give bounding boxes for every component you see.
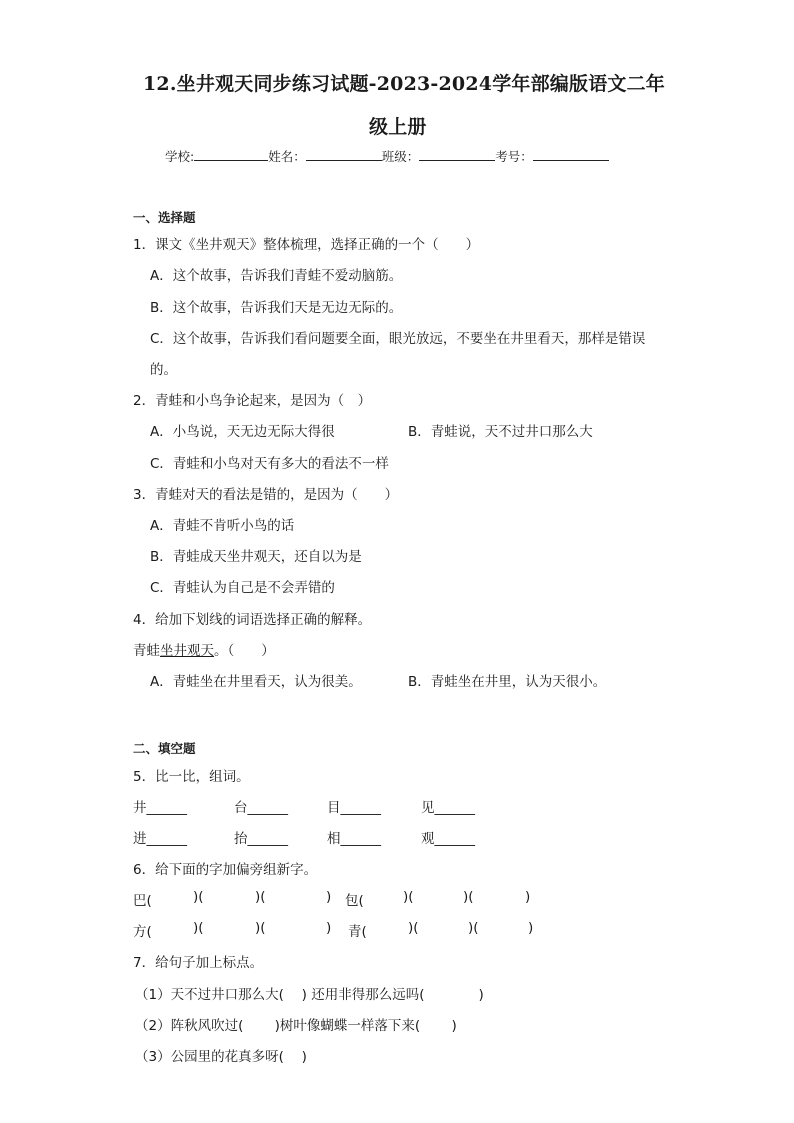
question-4-option-b[interactable]: B．青蛙坐在井里，认为天很小。 [408,674,607,690]
section-heading-fill: 二、填空题 [133,741,196,756]
section-heading-choice: 一、选择题 [133,210,196,225]
question-6-blank[interactable]: ) [525,889,531,905]
class-blank[interactable] [419,146,495,161]
question-2-option-c[interactable]: C．青蛙和小鸟对天有多大的看法不一样 [150,456,389,472]
question-5-item[interactable]: 台______ [234,800,288,816]
question-6-blank[interactable]: )( [255,920,266,936]
question-6-stem: 6．给下面的字加偏旁组新字。 [133,862,318,878]
name-blank[interactable] [306,146,382,161]
school-label: 学校: [165,149,195,164]
question-1-option-b[interactable]: B．这个故事，告诉我们天是无边无际的。 [150,300,403,316]
name-label: 姓名： [268,149,306,164]
question-3-stem: 3．青蛙对天的看法是错的，是因为（ ） [133,487,399,503]
class-label: 班级： [381,149,420,164]
page-title-line1: 12.坐井观天同步练习试题-2023-2024学年部编版语文二年 [143,73,665,95]
question-6-blank[interactable]: )( [255,889,266,905]
question-5-item[interactable]: 抬______ [234,831,288,847]
question-6-blank[interactable]: )( [468,920,479,936]
question-3-option-b[interactable]: B．青蛙成天坐井观天，还自以为是 [150,549,362,565]
question-6-blank[interactable]: )( [193,920,204,936]
question-7-stem: 7．给句子加上标点。 [133,955,264,971]
number-label: 考号： [495,149,533,164]
question-6-char-qing: 青( [348,924,367,940]
question-7-sentence-1[interactable]: （1）天不过井口那么大( ) 还用非得那么远吗( ) [135,987,484,1003]
question-1-option-c[interactable]: C．这个故事，告诉我们看问题要全面，眼光放远，不要坐在井里看天，那样是错误 [150,331,646,347]
question-6-blank[interactable]: )( [408,920,419,936]
student-info-line [165,146,609,165]
question-5-item[interactable]: 见______ [421,800,475,816]
question-6-char-bao: 包( [345,893,364,909]
question-5-item[interactable]: 进______ [133,831,187,847]
question-7-sentence-2[interactable]: （2）阵秋风吹过( )树叶像蝴蝶一样落下来( ) [135,1018,457,1034]
question-5-item[interactable]: 相______ [327,831,381,847]
question-6-char-ba: 巴( [133,893,152,909]
question-6-blank[interactable]: )( [463,889,474,905]
question-4-underlined-word: 坐井观天 [160,643,214,659]
question-5-item[interactable]: 井______ [133,800,187,816]
question-4-sentence-pre: 青蛙 [133,643,160,659]
question-1-stem: 1．课文《坐井观天》整体梳理，选择正确的一个（ ） [133,237,480,253]
question-4-sentence-post: 。（ ） [214,643,275,659]
question-2-option-b[interactable]: B．青蛙说，天不过井口那么大 [408,424,593,440]
question-2-option-a[interactable]: A．小鸟说，天无边无际大得很 [150,424,335,440]
question-1-option-c-cont: 的。 [150,362,177,378]
question-6-blank[interactable]: ) [326,920,332,936]
number-blank[interactable] [533,146,609,161]
question-4-stem: 4．给加下划线的词语选择正确的解释。 [133,612,372,628]
question-3-option-a[interactable]: A．青蛙不肯听小鸟的话 [150,518,295,534]
question-5-stem: 5．比一比，组词。 [133,769,250,785]
question-5-item[interactable]: 观______ [421,831,475,847]
question-1-option-a[interactable]: A．这个故事，告诉我们青蛙不爱动脑筋。 [150,268,403,284]
question-6-blank[interactable]: ) [326,889,332,905]
question-2-stem: 2．青蛙和小鸟争论起来，是因为（ ） [133,393,372,409]
question-4-sentence [133,639,275,659]
question-4-option-a[interactable]: A．青蛙坐在井里看天，认为很美。 [150,674,362,690]
question-6-blank[interactable]: )( [193,889,204,905]
question-6-char-fang: 方( [133,924,152,940]
question-6-blank[interactable]: ) [528,920,534,936]
question-5-item[interactable]: 目______ [327,800,381,816]
page-title-line2: 级上册 [369,116,427,138]
question-7-sentence-3[interactable]: （3）公园里的花真多呀( ) [135,1049,307,1065]
school-blank[interactable] [194,146,268,161]
question-6-blank[interactable]: )( [403,889,414,905]
question-3-option-c[interactable]: C．青蛙认为自己是不会弄错的 [150,580,335,596]
